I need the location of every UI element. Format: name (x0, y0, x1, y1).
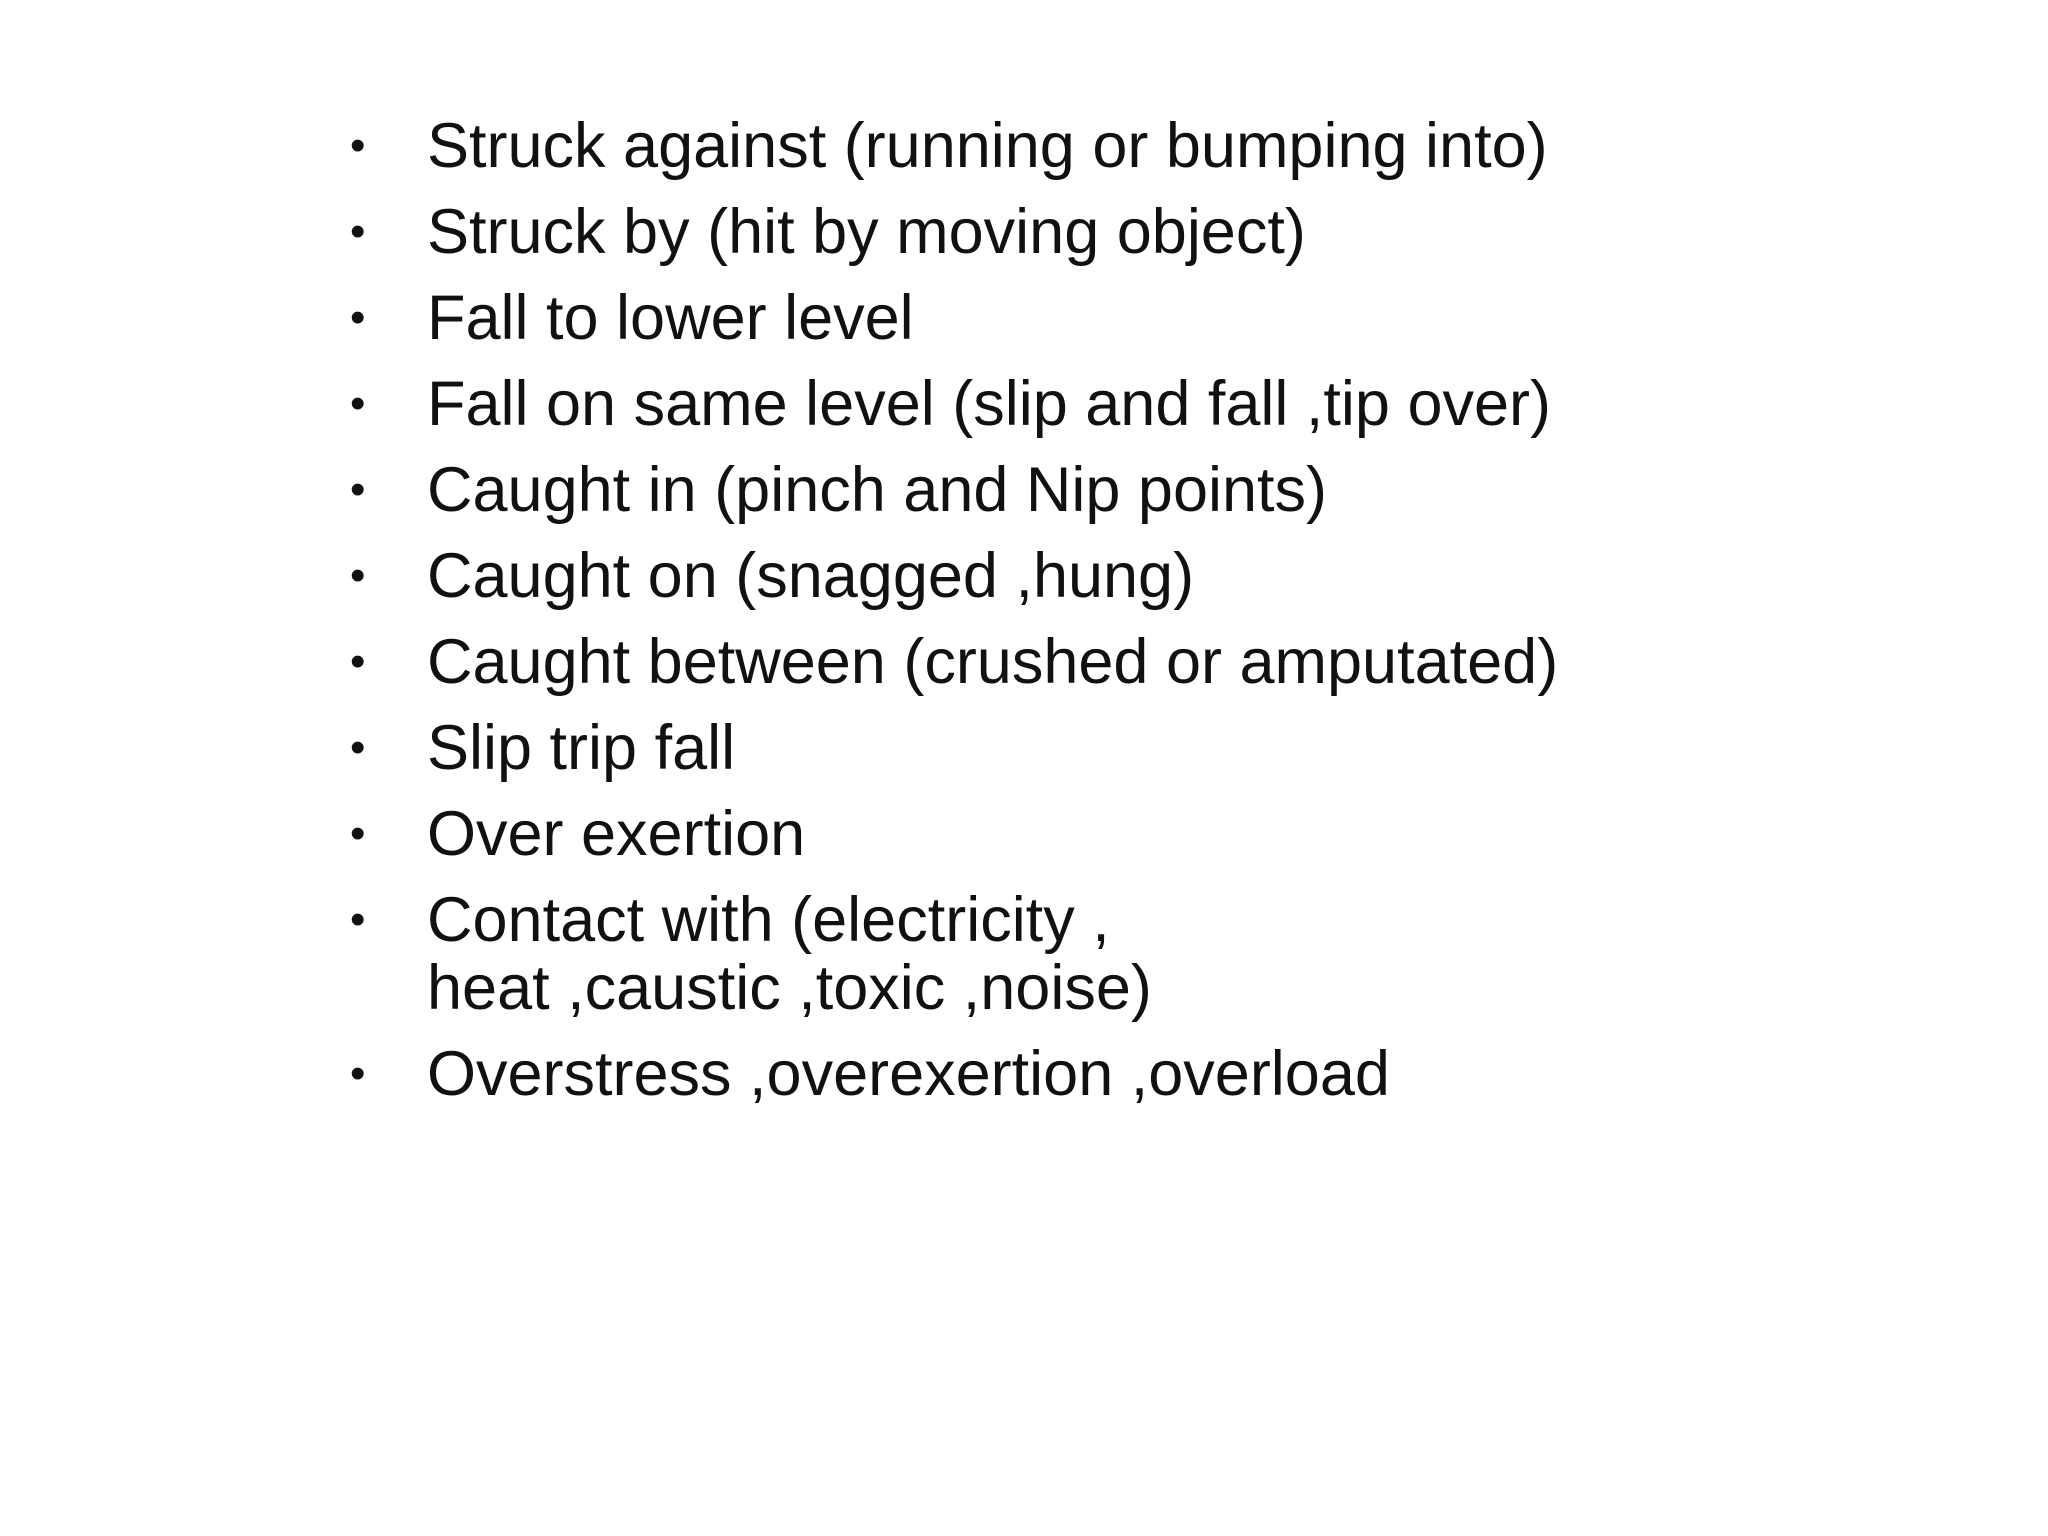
list-item (350, 112, 1850, 180)
list-item (350, 456, 1850, 524)
bullet-dot-icon: • (350, 551, 366, 600)
list-item-text: Caught in (pinch and Nip points) (427, 455, 1328, 525)
bullet-dot-icon: • (350, 1049, 366, 1098)
bullet-dot-icon: • (350, 465, 366, 514)
list-item (350, 800, 1850, 868)
list-item (350, 370, 1850, 438)
list-item-text: Slip trip fall (427, 713, 736, 783)
list-item-text: Caught on (snagged ,hung) (427, 541, 1195, 611)
list-item-text: Struck against (running or bumping into) (427, 111, 1548, 181)
list-item-text: Caught between (crushed or amputated) (427, 627, 1559, 697)
bullet-dot-icon: • (350, 293, 366, 342)
list-item-text: Struck by (hit by moving object) (427, 197, 1306, 267)
bullet-dot-icon: • (350, 809, 366, 858)
list-item (350, 542, 1850, 610)
list-item (350, 284, 1850, 352)
bullet-dot-icon: • (350, 637, 366, 686)
list-item-text: Fall to lower level (427, 283, 914, 353)
list-item-text-line-2: heat ,caustic ,toxic ,noise) (427, 953, 1152, 1023)
list-item-text: Overstress ,overexertion ,overload (427, 1039, 1390, 1109)
bullet-dot-icon: • (350, 379, 366, 428)
bullet-dot-icon: • (350, 121, 366, 170)
list-item (350, 628, 1850, 696)
list-item-text-line-1: Contact with (electricity , (427, 885, 1110, 955)
bullet-dot-icon: • (350, 207, 366, 256)
list-item (350, 714, 1850, 782)
list-item-text: Over exertion (427, 799, 806, 869)
list-item (350, 198, 1850, 266)
bullet-dot-icon: • (350, 895, 366, 944)
list-item (350, 886, 1850, 1022)
bullet-dot-icon: • (350, 723, 366, 772)
list-item-text: Fall on same level (slip and fall ,tip over) (427, 369, 1551, 439)
list-item (350, 1040, 1850, 1108)
hazard-bullet-list (350, 112, 1850, 1126)
